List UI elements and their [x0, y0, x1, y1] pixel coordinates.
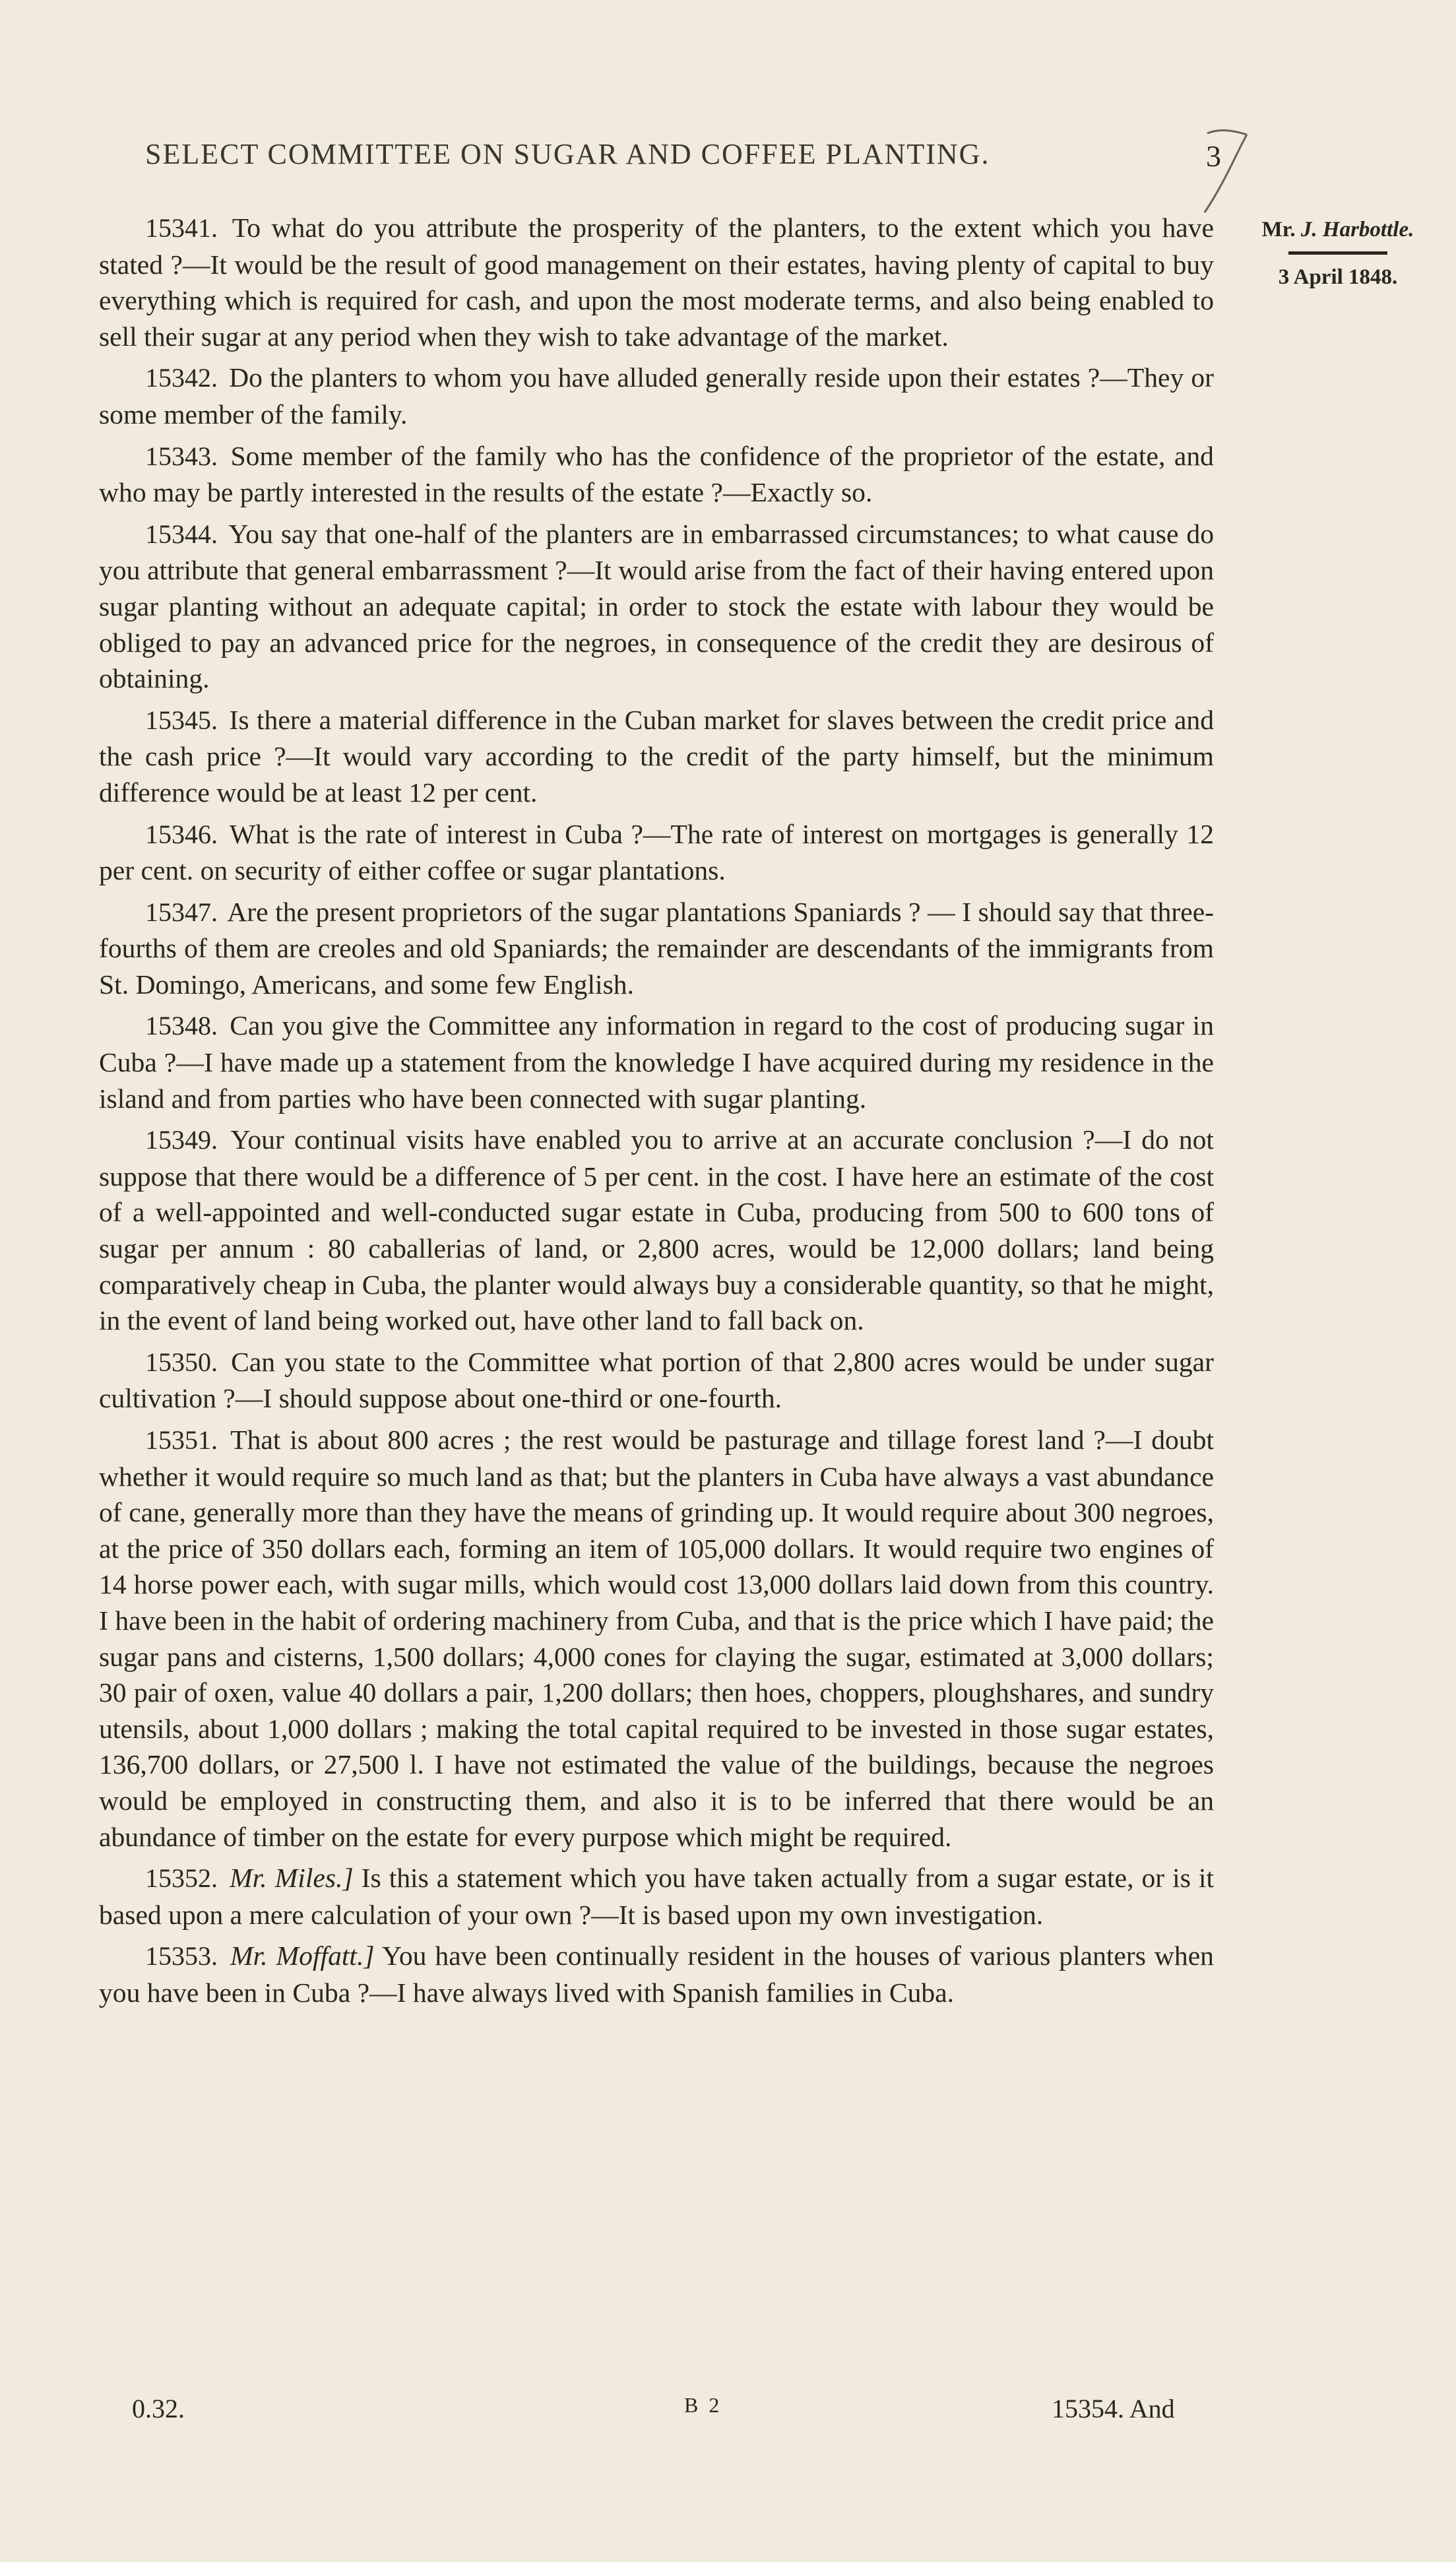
question-paragraph [99, 1122, 1214, 1339]
question-number: 15349. [145, 1125, 218, 1155]
question-text: Your continual visits have enabled you to arrive at an accurate conclusion ?—I do not suppose that there would be a difference of 5 per cent. in the cost. I have here an estimate of the cost of a well-appointed and well-conducted sugar estate in Cuba, producing from 500 to 600 tons of sugar per annum : 80 caballerias of land, or 2,800 acres, would be 12,000 dollars; land being comparatively cheap in Cuba, the planter would always buy a considerable quantity, so that he might, in the event of land being worked out, have other land to fall back on. [99, 1124, 1214, 1336]
question-paragraph [99, 894, 1214, 1003]
footer-signature-mark: B 2 [684, 2393, 722, 2417]
hearing-date: 3 April 1848. [1278, 265, 1398, 289]
question-paragraph [99, 816, 1214, 889]
footer-document-number: 0.32. [132, 2394, 185, 2423]
question-text: What is the rate of interest in Cuba ?—The rate of interest on mortgages is generally 12 per cent. on security of either coffee or sugar plantations. [99, 818, 1214, 886]
margin-rule [1288, 251, 1387, 255]
pencil-mark-icon [1201, 125, 1253, 218]
question-number: 15353. [145, 1941, 218, 1971]
question-number: 15348. [145, 1011, 218, 1041]
question-text: To what do you attribute the prosperity of the planters, to the extent which you have stated ?—It would be the result of good management on their estates, having plenty of capital to buy everything which is required for cash, and upon the most moderate terms, and also being enabled to sell their sugar at any period when they wish to take advantage of the market. [99, 212, 1214, 352]
question-text: Do the planters to whom you have alluded generally reside upon their estates ?—They or some member of the family. [99, 362, 1214, 430]
question-number: 15343. [145, 441, 218, 471]
question-number: 15342. [145, 363, 218, 393]
witness-name [1239, 218, 1437, 242]
witness-surname: J. Harbottle. [1300, 218, 1414, 241]
question-number: 15352. [145, 1863, 218, 1894]
question-paragraph [99, 1008, 1214, 1116]
question-text: That is about 800 acres ; the rest would be pasturage and tillage forest land ?—I doubt whether it would require so much land as that; but the planters in Cuba have always a vast abundance of cane, generally more than they have the means of grinding up. It would require about 300 negroes, at the price of 350 dollars each, forming an item of 105,000 dollars. It would require two engines of 14 horse power each, with sugar mills, which would cost 13,000 dollars laid down from this country. I have been in the habit of ordering machinery from Cuba, and that is the price which I have paid; the sugar pans and cisterns, 1,500 dollars; 4,000 cones for claying the sugar, estimated at 3,000 dollars; 30 pair of oxen, value 40 dollars a pair, 1,200 dollars; then hoes, choppers, ploughshares, and sundry utensils, about 1,000 dollars ; making the total capital required to be invested in those sugar estates, 136,700 dollars, or 27,500 l. I have not estimated the value of the buildings, because the negroes would be employed in constructing them, and also it is to be inferred that there would be an abundance of timber on the estate for every purpose which might be required. [99, 1425, 1214, 1852]
question-number: 15351. [145, 1425, 218, 1455]
question-paragraph [99, 1938, 1214, 2010]
question-text: Is this a statement which you have taken actually from a sugar estate, or is it based upon a mere calculation of your own ?—It is based upon my own investigation. [99, 1863, 1214, 1930]
question-paragraph [99, 210, 1214, 354]
speaker-name: Mr. Miles.] [230, 1863, 354, 1894]
question-text: Are the present proprietors of the sugar plantations Spaniards ? — I should say that three-fourths of them are creoles and old Spaniards; the remainder are descendants of the immigrants from St. Domingo, Americans, and some few English. [99, 896, 1215, 1000]
question-text: Can you give the Committee any information in regard to the cost of producing sugar in Cuba ?—I have made up a statement from the knowledge I have acquired during my residence in the island and from parties who have been connected with sugar planting. [99, 1010, 1214, 1114]
question-number: 15344. [145, 519, 218, 549]
question-paragraph [99, 516, 1214, 697]
witness-margin-note [1239, 218, 1437, 290]
page-number: 3 [1206, 139, 1221, 173]
question-text: You have been continually resident in the houses of various planters when you have been in Cuba ?—I have always lived with Spanish families in Cuba. [99, 1940, 1214, 2008]
question-number: 15350. [145, 1347, 218, 1377]
question-number: 15341. [145, 213, 218, 243]
question-paragraph [99, 702, 1214, 811]
speaker-name: Mr. Moffatt.] [230, 1940, 375, 1971]
question-number: 15347. [145, 897, 218, 927]
footer-catchword: 15354. And [1052, 2394, 1175, 2423]
page-header: SELECT COMMITTEE ON SUGAR AND COFFEE PLANTING. [145, 138, 990, 170]
question-number: 15345. [145, 705, 218, 735]
question-paragraph [99, 360, 1214, 432]
question-paragraph [99, 1344, 1214, 1417]
question-paragraph [99, 1860, 1214, 1933]
question-text: Is there a material difference in the Cuban market for slaves between the credit price and the cash price ?—It would vary according to the credit of the party himself, but the minimum difference would be at least 12 per cent. [99, 704, 1214, 808]
question-text: Some member of the family who has the confidence of the proprietor of the estate, and who may be partly interested in the results of the estate ?—Exactly so. [99, 440, 1214, 508]
question-text: You say that one-half of the planters are in embarrassed circumstances; to what cause do you attribute that general embarrassment ?—It would arise from the fact of their having entered upon sugar planting without an adequate capital; in order to stock the estate with labour they would be obliged to pay an advanced price for the negroes, in consequence of the credit they are desirous of obtaining. [99, 518, 1214, 694]
witness-prefix: Mr. [1261, 218, 1296, 241]
question-paragraph [99, 1422, 1214, 1855]
question-number: 15346. [145, 819, 218, 849]
question-paragraph [99, 438, 1214, 511]
testimony-body [99, 210, 1214, 2016]
question-text: Can you state to the Committee what portion of that 2,800 acres would be under sugar cultivation ?—I should suppose about one-third or one-fourth. [99, 1346, 1214, 1414]
